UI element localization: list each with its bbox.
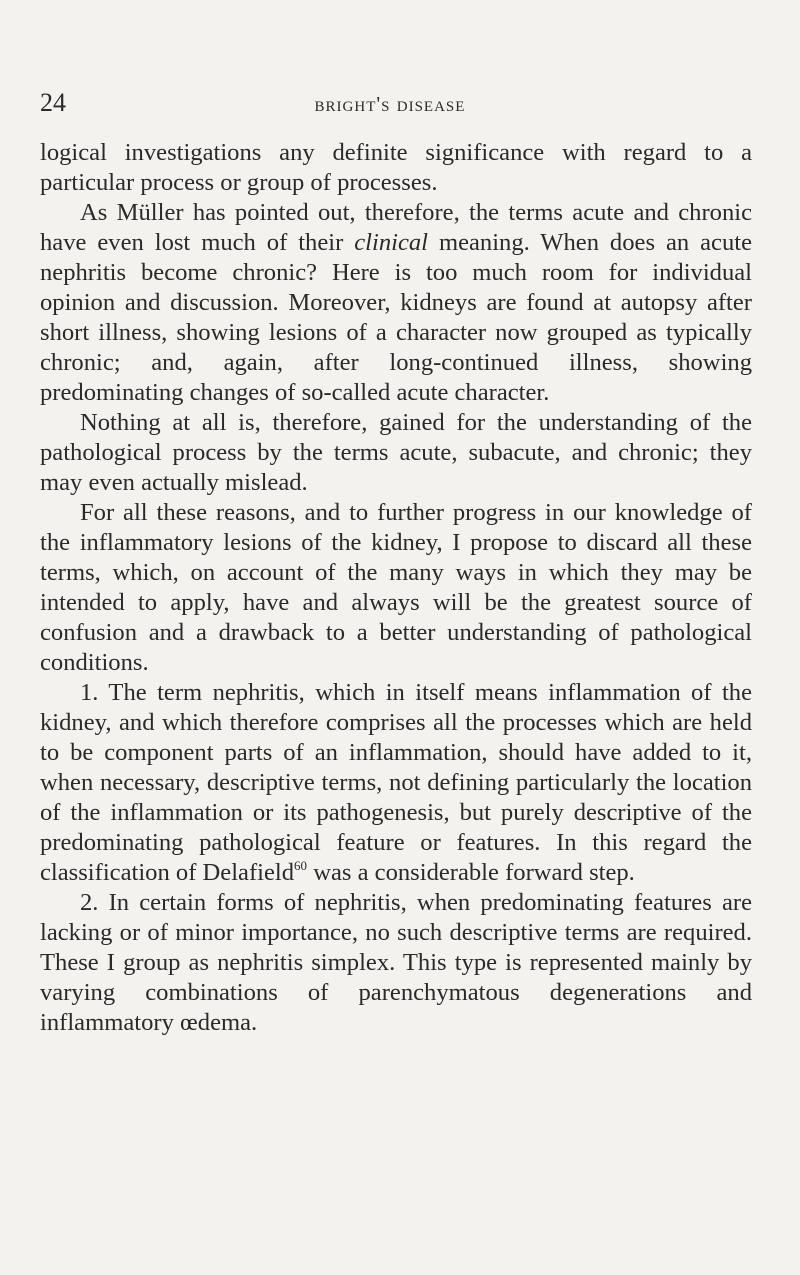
page-header xyxy=(40,88,760,120)
footnote-reference: 60 xyxy=(294,858,308,873)
body-text xyxy=(40,138,752,1038)
paragraph xyxy=(40,198,752,408)
paragraph: For all these reasons, and to further progress in our knowledge of the inflammatory lesions of the kidney, I propose to discard all these terms, which, on account of the many ways in which they may be intended to apply, have and always will be the greatest source of confusion and a drawback to a better understanding of pathological conditions. xyxy=(40,499,752,676)
paragraph-text: meaning. When does an acute nephritis become chronic? Here is too much room for individual opinion and discussion. Moreover, kidneys are found at autopsy after short illness, showing lesions of a character now grouped as typically chronic; and, again, after long-continued illness, showing predominating changes of so-called acute character. xyxy=(40,229,752,406)
paragraph-text: was a considerable forward step. xyxy=(307,859,635,886)
emphasized-word: clinical xyxy=(354,229,428,256)
paragraph: 2. In certain forms of nephritis, when predominating features are lacking or of minor importance, no such descriptive terms are required. These I group as nephritis simplex. This type is represented mainly by varying combinations of parenchymatous degenerations and inflammatory œdema. xyxy=(40,889,752,1036)
paragraph xyxy=(40,678,752,888)
paragraph: Nothing at all is, therefore, gained for the understanding of the pathological process by the terms acute, subacute, and chronic; they may even actually mislead. xyxy=(40,409,752,496)
page-number: 24 xyxy=(40,88,66,117)
paragraph: logical investigations any definite significance with regard to a particular process or group of processes. xyxy=(40,139,752,196)
paragraph-text: As Müller has pointed out, therefore, the terms acute and chronic have even lost much of their xyxy=(40,199,752,256)
running-title: bright's disease xyxy=(314,92,466,116)
paragraph-text: 1. The term nephritis, which in itself means inflammation of the kidney, and which therefore comprises all the processes which are held to be component parts of an inflammation, should have added to it, when necessary, descriptive terms, not defining particularly the location of the inflammation or its pathogenesis, but purely descriptive of the predominating pathological feature or features. In this regard the classification of Delafield xyxy=(40,679,752,886)
